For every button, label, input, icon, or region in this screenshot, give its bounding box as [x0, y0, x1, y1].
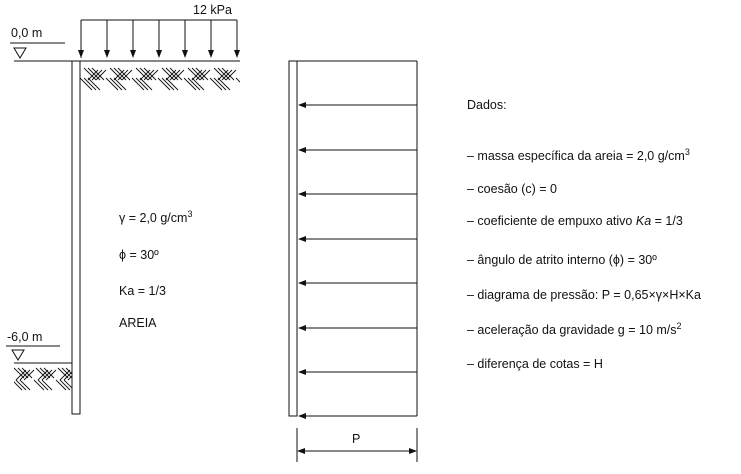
- ground-level-bottom: [6, 330, 78, 390]
- pressure-arrows: [299, 105, 417, 416]
- level-marker-icon-bottom: [12, 350, 24, 360]
- pressure-width-label: P: [352, 432, 361, 446]
- pressure-diagram: [289, 61, 417, 462]
- data-item-density: – massa específica da areia = 2,0 $g/cm^3$: [467, 147, 690, 163]
- data-item-friction-angle: – ângulo de atrito interno (ϕ) = 30º: [467, 253, 657, 267]
- surcharge-load: [81, 3, 237, 58]
- data-panel: [467, 98, 701, 371]
- level-marker-icon: [14, 48, 26, 58]
- soil-phi: ϕ = 30º: [119, 248, 159, 262]
- soil-gamma: γ = 2,0 $g/cm^3$: [119, 209, 193, 225]
- hatch-stroke: [240, 68, 252, 80]
- soil-properties: [119, 209, 192, 330]
- hatch-stroke: [244, 78, 256, 90]
- data-item-ka: – coeficiente de empuxo ativo Ka = 1/3: [467, 214, 683, 228]
- hatch-stroke: [248, 68, 260, 80]
- retaining-wall: [72, 61, 80, 414]
- ground-level-top: [10, 26, 262, 90]
- hatch-stroke: [240, 78, 252, 90]
- hatch-stroke: [248, 70, 258, 80]
- data-item-pressure-diagram: – diagrama de pressão: P = 0,65×γ×H×Ka: [467, 288, 701, 302]
- soil-hatch-top: [80, 68, 262, 90]
- data-item-gravity: – aceleração da gravidade g = 10 $m/s^2$: [467, 321, 682, 337]
- hatch-stroke: [236, 78, 248, 90]
- soil-material: AREIA: [119, 316, 157, 330]
- data-panel-title: Dados:: [467, 98, 507, 112]
- data-item-cohesion: – coesão (c) = 0: [467, 182, 557, 196]
- level-bottom-label: -6,0 m: [7, 330, 43, 344]
- hatch-stroke: [252, 70, 262, 80]
- soil-hatch-bottom: [12, 368, 78, 390]
- data-item-height-difference: – diferença de cotas = H: [467, 357, 603, 371]
- level-top-label: 0,0 m: [11, 26, 43, 40]
- surcharge-arrows: [81, 20, 237, 57]
- hatch-stroke: [244, 68, 256, 80]
- soil-ka: Ka = 1/3: [119, 284, 166, 298]
- pressure-diagram-wall: [289, 61, 297, 416]
- surcharge-label: 12 kPa: [193, 3, 232, 17]
- hatch-stroke: [244, 70, 254, 80]
